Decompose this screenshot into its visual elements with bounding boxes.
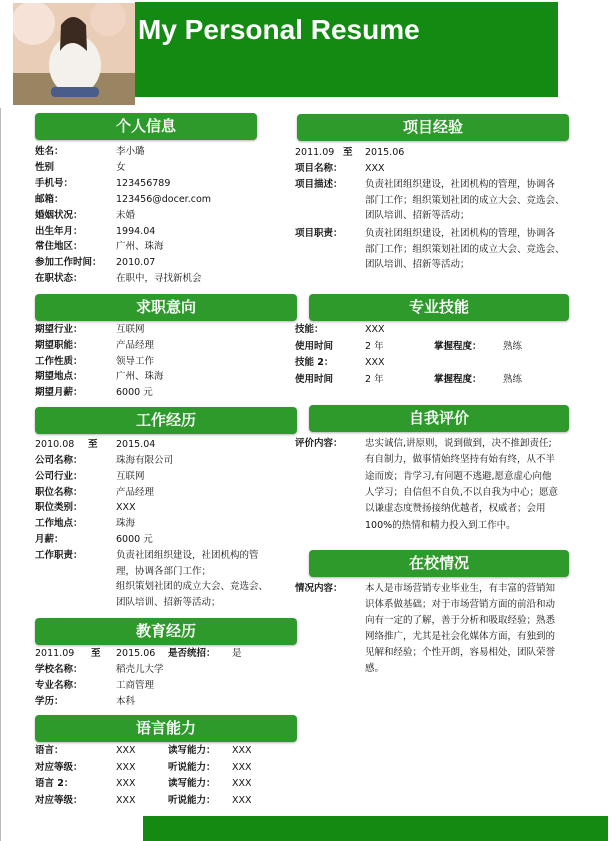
- work-duty-line: 组织策划社团的成立大会、竞选会、: [116, 581, 269, 592]
- skill-label: 技能：: [295, 324, 324, 335]
- work-label: 职位类别：: [35, 502, 83, 514]
- school-line: 本人是市场营销专业毕业生，有丰富的营销知: [365, 583, 556, 594]
- skill-value: XXX: [365, 324, 385, 335]
- personal-value: 李小璐: [116, 146, 145, 157]
- work-value: 互联网: [116, 470, 145, 482]
- work-value: 珠海有限公司: [116, 455, 174, 466]
- section-language: 语言能力: [35, 715, 297, 742]
- school-line: 网络推广，尤其是社会化媒体方面，有独到的: [365, 630, 556, 642]
- work-value: XXX: [116, 502, 136, 514]
- work-end: 2015.04: [116, 439, 156, 450]
- page-margin-line: [0, 108, 5, 841]
- personal-label: 参加工作时间：: [35, 257, 102, 269]
- edu-end: 2015.06: [116, 648, 156, 659]
- work-label: 公司行业：: [35, 470, 83, 482]
- intent-value: 广州、珠海: [116, 371, 164, 383]
- personal-value: 女: [116, 161, 126, 173]
- intent-value: 领导工作: [116, 355, 155, 367]
- lang-label-2: 听说能力：: [168, 761, 216, 773]
- work-start: 2010.08: [35, 439, 75, 450]
- self-eval-line: 100%的热情和精力投入到工作中。: [365, 519, 516, 531]
- edu-label: 学校名称：: [35, 664, 83, 675]
- intent-label: 期望职能：: [35, 339, 83, 351]
- section-self-evaluation: 自我评价: [309, 405, 569, 432]
- lang-value-2: XXX: [232, 778, 252, 789]
- personal-label: 婚姻状况：: [35, 209, 83, 221]
- self-eval-line: 忠实诚信,讲原则，说到做到，决不推卸责任;: [365, 438, 552, 449]
- edu-label: 学历：: [35, 696, 64, 707]
- lang-label: 对应等级：: [35, 761, 83, 773]
- project-start: 2011.09: [295, 147, 335, 158]
- lang-label-2: 听说能力：: [168, 794, 216, 806]
- self-eval-line: 以谦虚态度赞扬接纳优越者，权威者；会用: [365, 503, 546, 515]
- lang-label: 语言 2：: [35, 778, 74, 789]
- project-name-value: XXX: [365, 163, 385, 174]
- skill-level-value: 熟练: [503, 373, 523, 385]
- personal-value: 未婚: [116, 209, 136, 221]
- personal-label: 出生年月：: [35, 225, 83, 237]
- edu-label: 专业名称：: [35, 680, 83, 691]
- skill-label: 技能 2：: [295, 357, 334, 368]
- skill-value: 2 年: [365, 340, 384, 352]
- personal-value: 1994.04: [116, 225, 156, 237]
- work-label: 职位名称：: [35, 486, 83, 498]
- school-line: 向有一定的了解，善于分析和吸取经验；熟悉: [365, 614, 556, 626]
- lang-value-2: XXX: [232, 745, 252, 756]
- intent-label: 工作性质：: [35, 355, 83, 367]
- project-duty-line: 部门工作；组织策划社团的成立大会、竞选会、: [365, 243, 565, 255]
- section-project: 项目经验: [297, 114, 569, 141]
- intent-label: 期望月薪：: [35, 387, 83, 399]
- project-desc-line: 负责社团组织建设，社团机构的管理，协调各: [365, 179, 556, 190]
- project-end: 2015.06: [365, 147, 405, 158]
- skill-level-label: 掌握程度：: [434, 373, 482, 385]
- edu-value: 稻壳儿大学: [116, 664, 164, 675]
- edu-value: 工商管理: [116, 680, 155, 691]
- school-label: 情况内容：: [295, 583, 343, 594]
- lang-value: XXX: [116, 778, 136, 789]
- work-label: 月薪：: [35, 534, 64, 545]
- project-name-label: 项目名称：: [295, 163, 343, 174]
- work-duty-line: 理，协调各部门工作；: [116, 565, 212, 577]
- lang-value: XXX: [116, 745, 136, 756]
- skill-value: 2 年: [365, 373, 384, 385]
- section-skills: 专业技能: [309, 294, 569, 321]
- skill-level-value: 熟练: [503, 340, 523, 352]
- self-eval-label: 评价内容：: [295, 438, 343, 449]
- work-duty-line: 负责社团组织建设，社团机构的管: [116, 550, 259, 561]
- lang-label-2: 读写能力：: [168, 745, 216, 756]
- profile-photo: [13, 3, 135, 105]
- intent-value: 互联网: [116, 324, 145, 335]
- work-to: 至: [88, 439, 98, 450]
- work-duty-line: 团队培训、招新等活动；: [116, 596, 221, 608]
- project-duty-line: 团队培训、招新等活动；: [365, 259, 470, 271]
- lang-label: 语言：: [35, 745, 64, 756]
- personal-label: 姓名：: [35, 146, 64, 157]
- personal-value: 123456@docer.com: [116, 193, 212, 205]
- work-value: 珠海: [116, 518, 136, 530]
- project-desc-line: 团队培训、招新等活动；: [365, 210, 470, 222]
- project-desc-line: 部门工作；组织策划社团的成立大会、竞选会、: [365, 194, 565, 206]
- school-line: 感。: [365, 662, 385, 674]
- project-to: 至: [343, 147, 353, 158]
- skill-level-label: 掌握程度：: [434, 340, 482, 352]
- personal-label: 在职状态：: [35, 273, 83, 285]
- personal-label: 手机号：: [35, 177, 74, 189]
- lang-value-2: XXX: [232, 794, 252, 806]
- project-duty-line: 负责社团组织建设，社团机构的管理，协调各: [365, 228, 556, 239]
- self-eval-line: 途而废；肯学习,有问题不逃避,愿意虚心向他: [365, 470, 552, 482]
- edu-unified-value: 是: [232, 648, 242, 659]
- resume-title: My Personal Resume: [138, 14, 420, 45]
- self-eval-line: 有自制力，做事情始终坚持有始有终，从不半: [365, 454, 556, 466]
- school-line: 识体系做基础；对于市场营销方面的前沿和动: [365, 598, 556, 610]
- personal-label: 常住地区：: [35, 241, 83, 253]
- personal-value: 广州、珠海: [116, 241, 164, 253]
- lang-value-2: XXX: [232, 761, 252, 773]
- personal-label: 邮箱：: [35, 193, 64, 205]
- section-personal-info: 个人信息: [35, 113, 257, 140]
- personal-value: 在职中，寻找新机会: [116, 273, 202, 285]
- edu-unified-label: 是否统招：: [168, 648, 216, 659]
- personal-value: 2010.07: [116, 257, 156, 269]
- section-education: 教育经历: [35, 618, 297, 645]
- section-job-intent: 求职意向: [35, 294, 297, 321]
- skill-label: 使用时间: [295, 373, 334, 385]
- work-label: 公司名称：: [35, 455, 83, 466]
- footer-bar: [143, 816, 608, 841]
- lang-label-2: 读写能力：: [168, 778, 216, 789]
- lang-label: 对应等级：: [35, 794, 83, 806]
- work-duty-label: 工作职责：: [35, 550, 83, 561]
- work-label: 工作地点：: [35, 518, 83, 530]
- work-value: 产品经理: [116, 486, 155, 498]
- section-work-experience: 工作经历: [35, 407, 297, 434]
- lang-value: XXX: [116, 761, 136, 773]
- edu-value: 本科: [116, 696, 136, 707]
- intent-value: 产品经理: [116, 339, 155, 351]
- intent-label: 期望行业：: [35, 324, 83, 335]
- intent-label: 期望地点：: [35, 371, 83, 383]
- personal-label: 性别: [35, 161, 55, 173]
- work-value: 6000 元: [116, 534, 153, 545]
- personal-value: 123456789: [116, 177, 171, 189]
- project-duty-label: 项目职责：: [295, 228, 343, 239]
- intent-value: 6000 元: [116, 387, 153, 399]
- edu-start: 2011.09: [35, 648, 75, 659]
- skill-value: XXX: [365, 357, 385, 368]
- skill-label: 使用时间: [295, 340, 334, 352]
- edu-to: 至: [91, 648, 101, 659]
- lang-value: XXX: [116, 794, 136, 806]
- project-desc-label: 项目描述：: [295, 179, 343, 190]
- section-school: 在校情况: [309, 550, 569, 577]
- school-line: 见解和经验；个性开朗，容易相处，团队荣誉: [365, 646, 556, 658]
- self-eval-line: 人学习；自信但不自负,不以自我为中心；愿意: [365, 486, 559, 498]
